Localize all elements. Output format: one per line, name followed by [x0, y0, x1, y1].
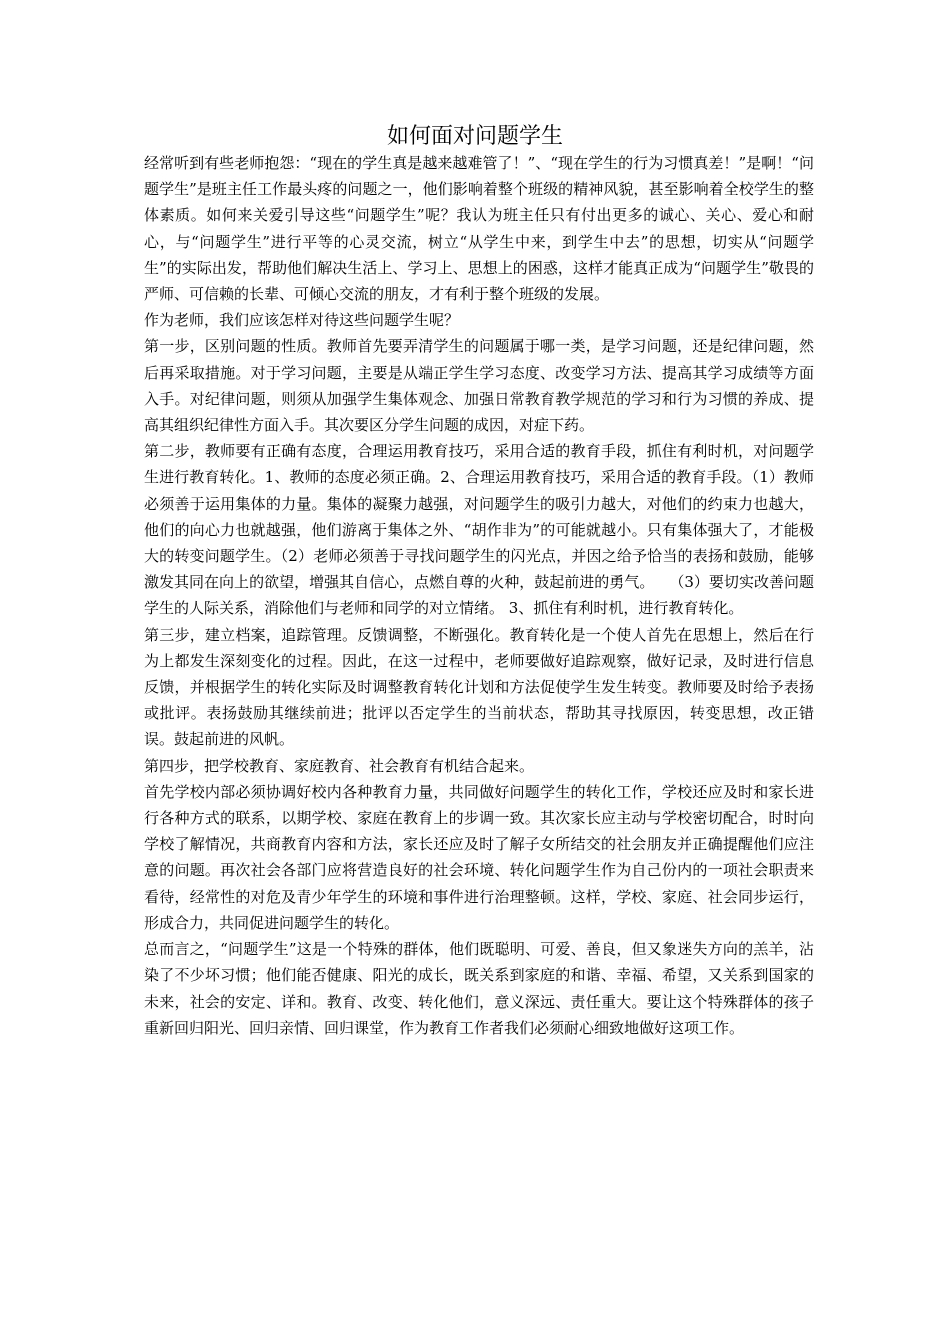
paragraph-step-4-heading: 第四步，把学校教育、家庭教育、社会教育有机结合起来。 — [144, 756, 535, 775]
paragraph-step-4-body: 首先学校内部必须协调好校内各种教育力量，共同做好问题学生的转化工作，学校还应及时和家长进行各种方式的联系，以期学校、家庭在教育上的步调一致。其次家长应主动与学校密切配合，时时向学校了解情况，共商教育内容和方法，家长还应及时了解子女所结交的社会朋友并正确提醒他们应注意的问题。再次社会各部门应将营造良好的社会环境、转化问题学生作为自己份内的一项社会职责来看待，经常性的对危及青少年学生的环境和事件进行治理整顿。这样，学校、家庭、社会同步运行，形成合力，共同促进问题学生的转化。 — [144, 782, 814, 932]
paragraph-step-1: 第一步，区别问题的性质。教师首先要弄清学生的问题属于哪一类，是学习问题，还是纪律问题，然后再采取措施。对于学习问题，主要是从端正学生学习态度、改变学习方法、提高其学习成绩等方面入手。对纪律问题，则须从加强学生集体观念、加强日常教育教学规范的学习和行为习惯的养成、提高其组织纪律性方面入手。其次要区分学生问题的成因，对症下药。 — [144, 337, 814, 435]
paragraph-conclusion: 总而言之，“问题学生”这是一个特殊的群体，他们既聪明、可爱、善良，但又象迷失方向的羔羊，沾染了不少坏习惯；他们能否健康、阳光的成长，既关系到家庭的和谐、幸福、希望，又关系到国家的未来，社会的安定、详和。教育、改变、转化他们，意义深远、责任重大。要让这个特殊群体的孩子重新回归阳光、回归亲情、回归课堂，作为教育工作者我们必须耐心细致地做好这项工作。 — [144, 940, 814, 1037]
document-body — [144, 150, 814, 1041]
document-title: 如何面对问题学生 — [386, 124, 563, 149]
paragraph-step-3: 第三步，建立档案，追踪管理。反馈调整，不断强化。教育转化是一个使人首先在思想上，然后在行为上都发生深刻变化的过程。因此，在这一过程中，老师要做好追踪观察，做好记录，及时进行信息反馈，并根据学生的转化实际及时调整教育转化计划和方法促使学生发生转变。教师要及时给予表扬或批评。表扬鼓励其继续前进；批评以否定学生的当前状态，帮助其寻找原因，转变思想，改正错误。鼓起前进的风帆。 — [144, 625, 814, 749]
paragraph-intro: 经常听到有些老师抱怨：“现在的学生真是越来越难管了！”、“现在学生的行为习惯真差！”是啊！“问题学生”是班主任工作最头疼的问题之一，他们影响着整个班级的精神风貌，甚至影响着全校学生的整体素质。如何来关爱引导这些“问题学生”呢？我认为班主任只有付出更多的诚心、关心、爱心和耐心，与“问题学生”进行平等的心灵交流，树立“从学生中来，到学生中去”的思想，切实从“问题学生”的实际出发，帮助他们解决生活上、学习上、思想上的困惑，这样才能真正成为“问题学生”敬畏的严师、可信赖的长辈、可倾心交流的朋友，才有利于整个班级的发展。 — [144, 154, 814, 304]
paragraph-step-2: 第二步，教师要有正确有态度，合理运用教育技巧，采用合适的教育手段，抓住有利时机，对问题学生进行教育转化。1、教师的态度必须正确。2、合理运用教育技巧，采用合适的教育手段。（1）教师必须善于运用集体的力量。集体的凝聚力越强，对问题学生的吸引力越大，对他们的约束力也越大，他们的向心力也就越强，他们游离于集体之外、“胡作非为”的可能就越小。只有集体强大了，才能极大的转变问题学生。（2）老师必须善于寻找问题学生的闪光点，并因之给予恰当的表扬和鼓励，能够激发其同在向上的欲望，增强其自信心，点燃自尊的火种，鼓起前进的勇气。 （3）要切实改善问题学生的人际关系，消除他们与老师和同学的对立情绪。 3、抓住有利时机，进行教育转化。 — [144, 442, 814, 618]
paragraph-question: 作为老师，我们应该怎样对待这些问题学生呢？ — [144, 311, 460, 330]
